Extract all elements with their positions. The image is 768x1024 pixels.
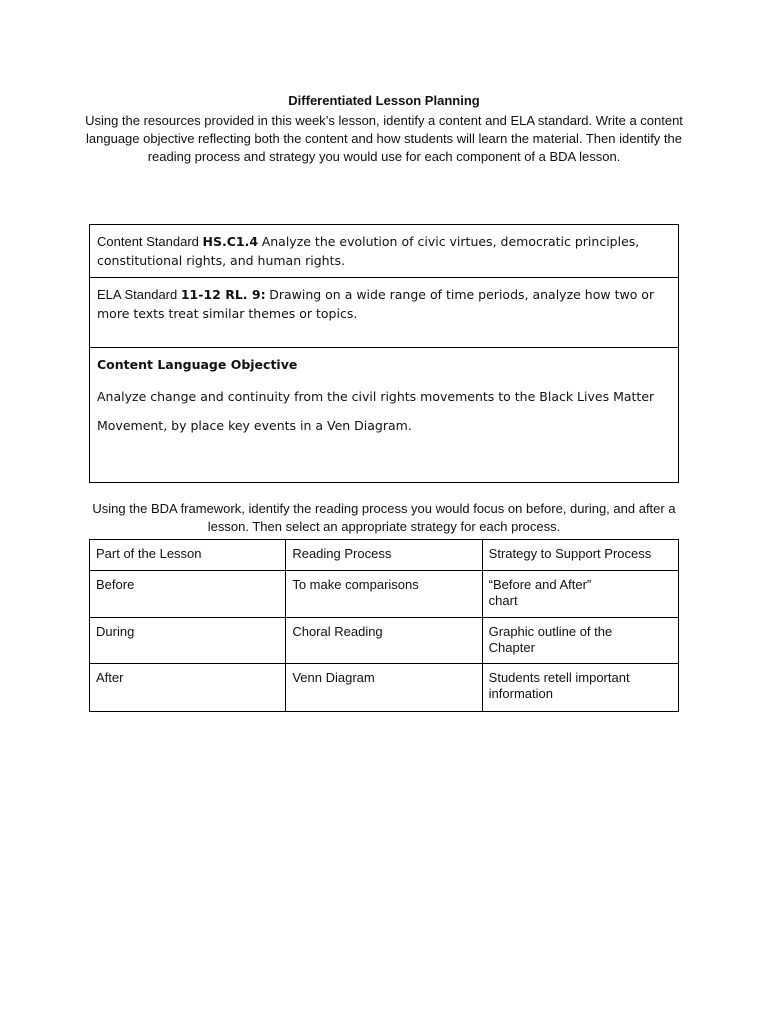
header-part-of-lesson: Part of the Lesson (90, 540, 286, 571)
row-process: Venn Diagram (286, 664, 482, 712)
header-reading-process: Reading Process (286, 540, 482, 571)
content-language-objective-row (90, 348, 678, 482)
row-process: Choral Reading (286, 618, 482, 664)
ela-standard-code: 11-12 RL. 9: (180, 287, 266, 302)
content-standard-text: Analyze the evolution of civic virtues, democratic principles, constitutional rights, and human rights. (97, 234, 640, 268)
ela-standard-row (90, 278, 678, 348)
content-standard-row (90, 225, 678, 278)
row-strategy: Students retell important information (482, 664, 678, 712)
header-strategy: Strategy to Support Process (482, 540, 678, 571)
intro-paragraph: Using the resources provided in this week’s lesson, identify a content and ELA standard. Write a content language objective reflecting both the content and how students will learn the material. Then identify the reading process and strategy you would use for each component of a BDA lesson. (85, 113, 683, 164)
row-part: Before (90, 571, 286, 618)
table-row (90, 664, 679, 712)
objective-text: Analyze change and continuity from the civil rights movements to the Black Lives Matter Movement, by place key events in a Ven Diagram. (97, 389, 655, 433)
ela-standard-label: ELA Standard (97, 287, 178, 302)
framework-paragraph: Using the BDA framework, identify the reading process you would focus on before, during, and after a lesson. Then select an appropriate strategy for each process. (92, 501, 676, 534)
table-row (90, 618, 679, 664)
table-row (90, 571, 679, 618)
objective-heading: Content Language Objective (97, 357, 298, 372)
table-header-row (90, 540, 679, 571)
row-part: During (90, 618, 286, 664)
content-standard-label: Content Standard (97, 234, 199, 249)
row-part: After (90, 664, 286, 712)
ela-standard-text: Drawing on a wide range of time periods, analyze how two or more texts treat similar themes or topics. (97, 287, 655, 321)
page-title: Differentiated Lesson Planning (288, 93, 480, 108)
content-standard-code: HS.C1.4 (202, 234, 259, 249)
standards-table (89, 224, 679, 483)
row-strategy: “Before and After” chart (482, 571, 678, 618)
row-process: To make comparisons (286, 571, 482, 618)
bda-table (89, 539, 679, 712)
row-strategy: Graphic outline of the Chapter (482, 618, 678, 664)
